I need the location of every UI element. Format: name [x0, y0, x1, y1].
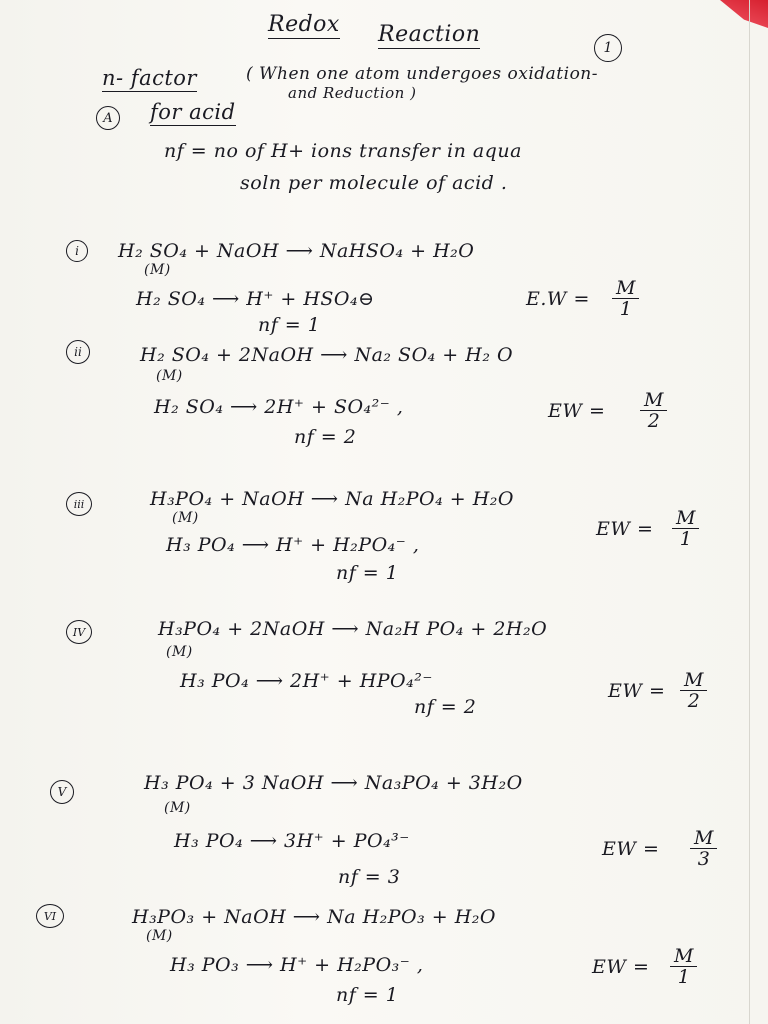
red-corner-decoration: [708, 0, 768, 28]
reaction-1-ew-fraction: [612, 278, 639, 319]
reaction-1-ew-label: E.W =: [526, 288, 590, 310]
reaction-6-ew-fraction: [670, 946, 697, 987]
section-marker-a: [96, 106, 120, 130]
reaction-marker-5: [50, 780, 74, 804]
reaction-4-nf: nf = 2: [414, 696, 477, 718]
reaction-6-ew-label: EW =: [592, 956, 650, 978]
reaction-3-nf: nf = 1: [336, 562, 399, 584]
reaction-2-ew-label: EW =: [548, 400, 606, 422]
reaction-5-ew-label: EW =: [602, 838, 660, 860]
ew-numerator: M: [690, 828, 717, 849]
ew-numerator: M: [670, 946, 697, 967]
reaction-marker-text: iii: [73, 497, 85, 511]
reaction-1-nf: nf = 1: [258, 314, 321, 336]
section-marker-text: A: [103, 110, 113, 126]
reaction-6-dissociation: H₃ PO₃ ⟶ H⁺ + H₂PO₃⁻ ,: [170, 954, 424, 976]
ew-denominator: 2: [687, 690, 700, 712]
ew-denominator: 1: [679, 528, 692, 550]
definition-line1: nf = no of H+ ions transfer in aqua: [164, 140, 522, 162]
ew-numerator: M: [612, 278, 639, 299]
ew-numerator: M: [680, 670, 707, 691]
reaction-6-equation: H₃PO₃ + NaOH ⟶ Na H₂PO₃ + H₂O: [132, 906, 496, 928]
title-redox: Redox: [268, 12, 340, 37]
reaction-5-molar: (M): [164, 800, 191, 816]
reaction-marker-text: V: [57, 785, 67, 799]
reaction-6-nf: nf = 1: [336, 984, 399, 1006]
ew-denominator: 3: [697, 848, 710, 870]
reaction-1-molar: (M): [144, 262, 171, 278]
page-number: 1: [603, 40, 613, 56]
reaction-marker-3: [66, 492, 92, 516]
reaction-marker-6: [36, 904, 64, 928]
reaction-2-nf: nf = 2: [294, 426, 357, 448]
nfactor-note-line1: ( When one atom undergoes oxidation-: [246, 64, 598, 84]
nfactor-label: n- factor: [102, 66, 197, 90]
reaction-marker-text: IV: [72, 625, 86, 639]
ew-numerator: M: [672, 508, 699, 529]
reaction-1-dissociation: H₂ SO₄ ⟶ H⁺ + HSO₄⊖: [136, 288, 375, 310]
page-number-circle: [594, 34, 622, 62]
reaction-2-molar: (M): [156, 368, 183, 384]
title-reaction: Reaction: [378, 22, 481, 47]
reaction-6-molar: (M): [146, 928, 173, 944]
reaction-5-ew-fraction: [690, 828, 717, 869]
reaction-marker-text: VI: [43, 909, 57, 923]
reaction-marker-text: i: [75, 244, 79, 258]
ew-denominator: 1: [619, 298, 632, 320]
reaction-2-equation: H₂ SO₄ + 2NaOH ⟶ Na₂ SO₄ + H₂ O: [140, 344, 514, 366]
reaction-2-dissociation: H₂ SO₄ ⟶ 2H⁺ + SO₄²⁻ ,: [154, 396, 404, 418]
ew-numerator: M: [640, 390, 667, 411]
reaction-4-equation: H₃PO₄ + 2NaOH ⟶ Na₂H PO₄ + 2H₂O: [158, 618, 548, 640]
reaction-3-ew-fraction: [672, 508, 699, 549]
reaction-3-molar: (M): [172, 510, 199, 526]
reaction-3-dissociation: H₃ PO₄ ⟶ H⁺ + H₂PO₄⁻ ,: [166, 534, 420, 556]
reaction-5-equation: H₃ PO₄ + 3 NaOH ⟶ Na₃PO₄ + 3H₂O: [144, 772, 523, 794]
reaction-4-dissociation: H₃ PO₄ ⟶ 2H⁺ + HPO₄²⁻: [180, 670, 433, 692]
reaction-marker-1: [66, 240, 88, 262]
reaction-5-nf: nf = 3: [338, 866, 401, 888]
reaction-2-ew-fraction: [640, 390, 667, 431]
reaction-4-ew-label: EW =: [608, 680, 666, 702]
reaction-1-equation: H₂ SO₄ + NaOH ⟶ NaHSO₄ + H₂O: [118, 240, 475, 262]
nfactor-note-line2: and Reduction ): [288, 84, 417, 102]
reaction-3-ew-label: EW =: [596, 518, 654, 540]
reaction-5-dissociation: H₃ PO₄ ⟶ 3H⁺ + PO₄³⁻: [174, 830, 410, 852]
page-edge-line: [749, 0, 750, 1024]
reaction-4-molar: (M): [166, 644, 193, 660]
section-title-for-acid: for acid: [150, 100, 236, 124]
reaction-marker-text: ii: [74, 345, 82, 359]
reaction-3-equation: H₃PO₄ + NaOH ⟶ Na H₂PO₄ + H₂O: [150, 488, 514, 510]
ew-denominator: 1: [677, 966, 690, 988]
reaction-marker-4: [66, 620, 92, 644]
definition-line2: soln per molecule of acid .: [240, 172, 508, 194]
ew-denominator: 2: [647, 410, 660, 432]
reaction-marker-2: [66, 340, 90, 364]
reaction-4-ew-fraction: [680, 670, 707, 711]
